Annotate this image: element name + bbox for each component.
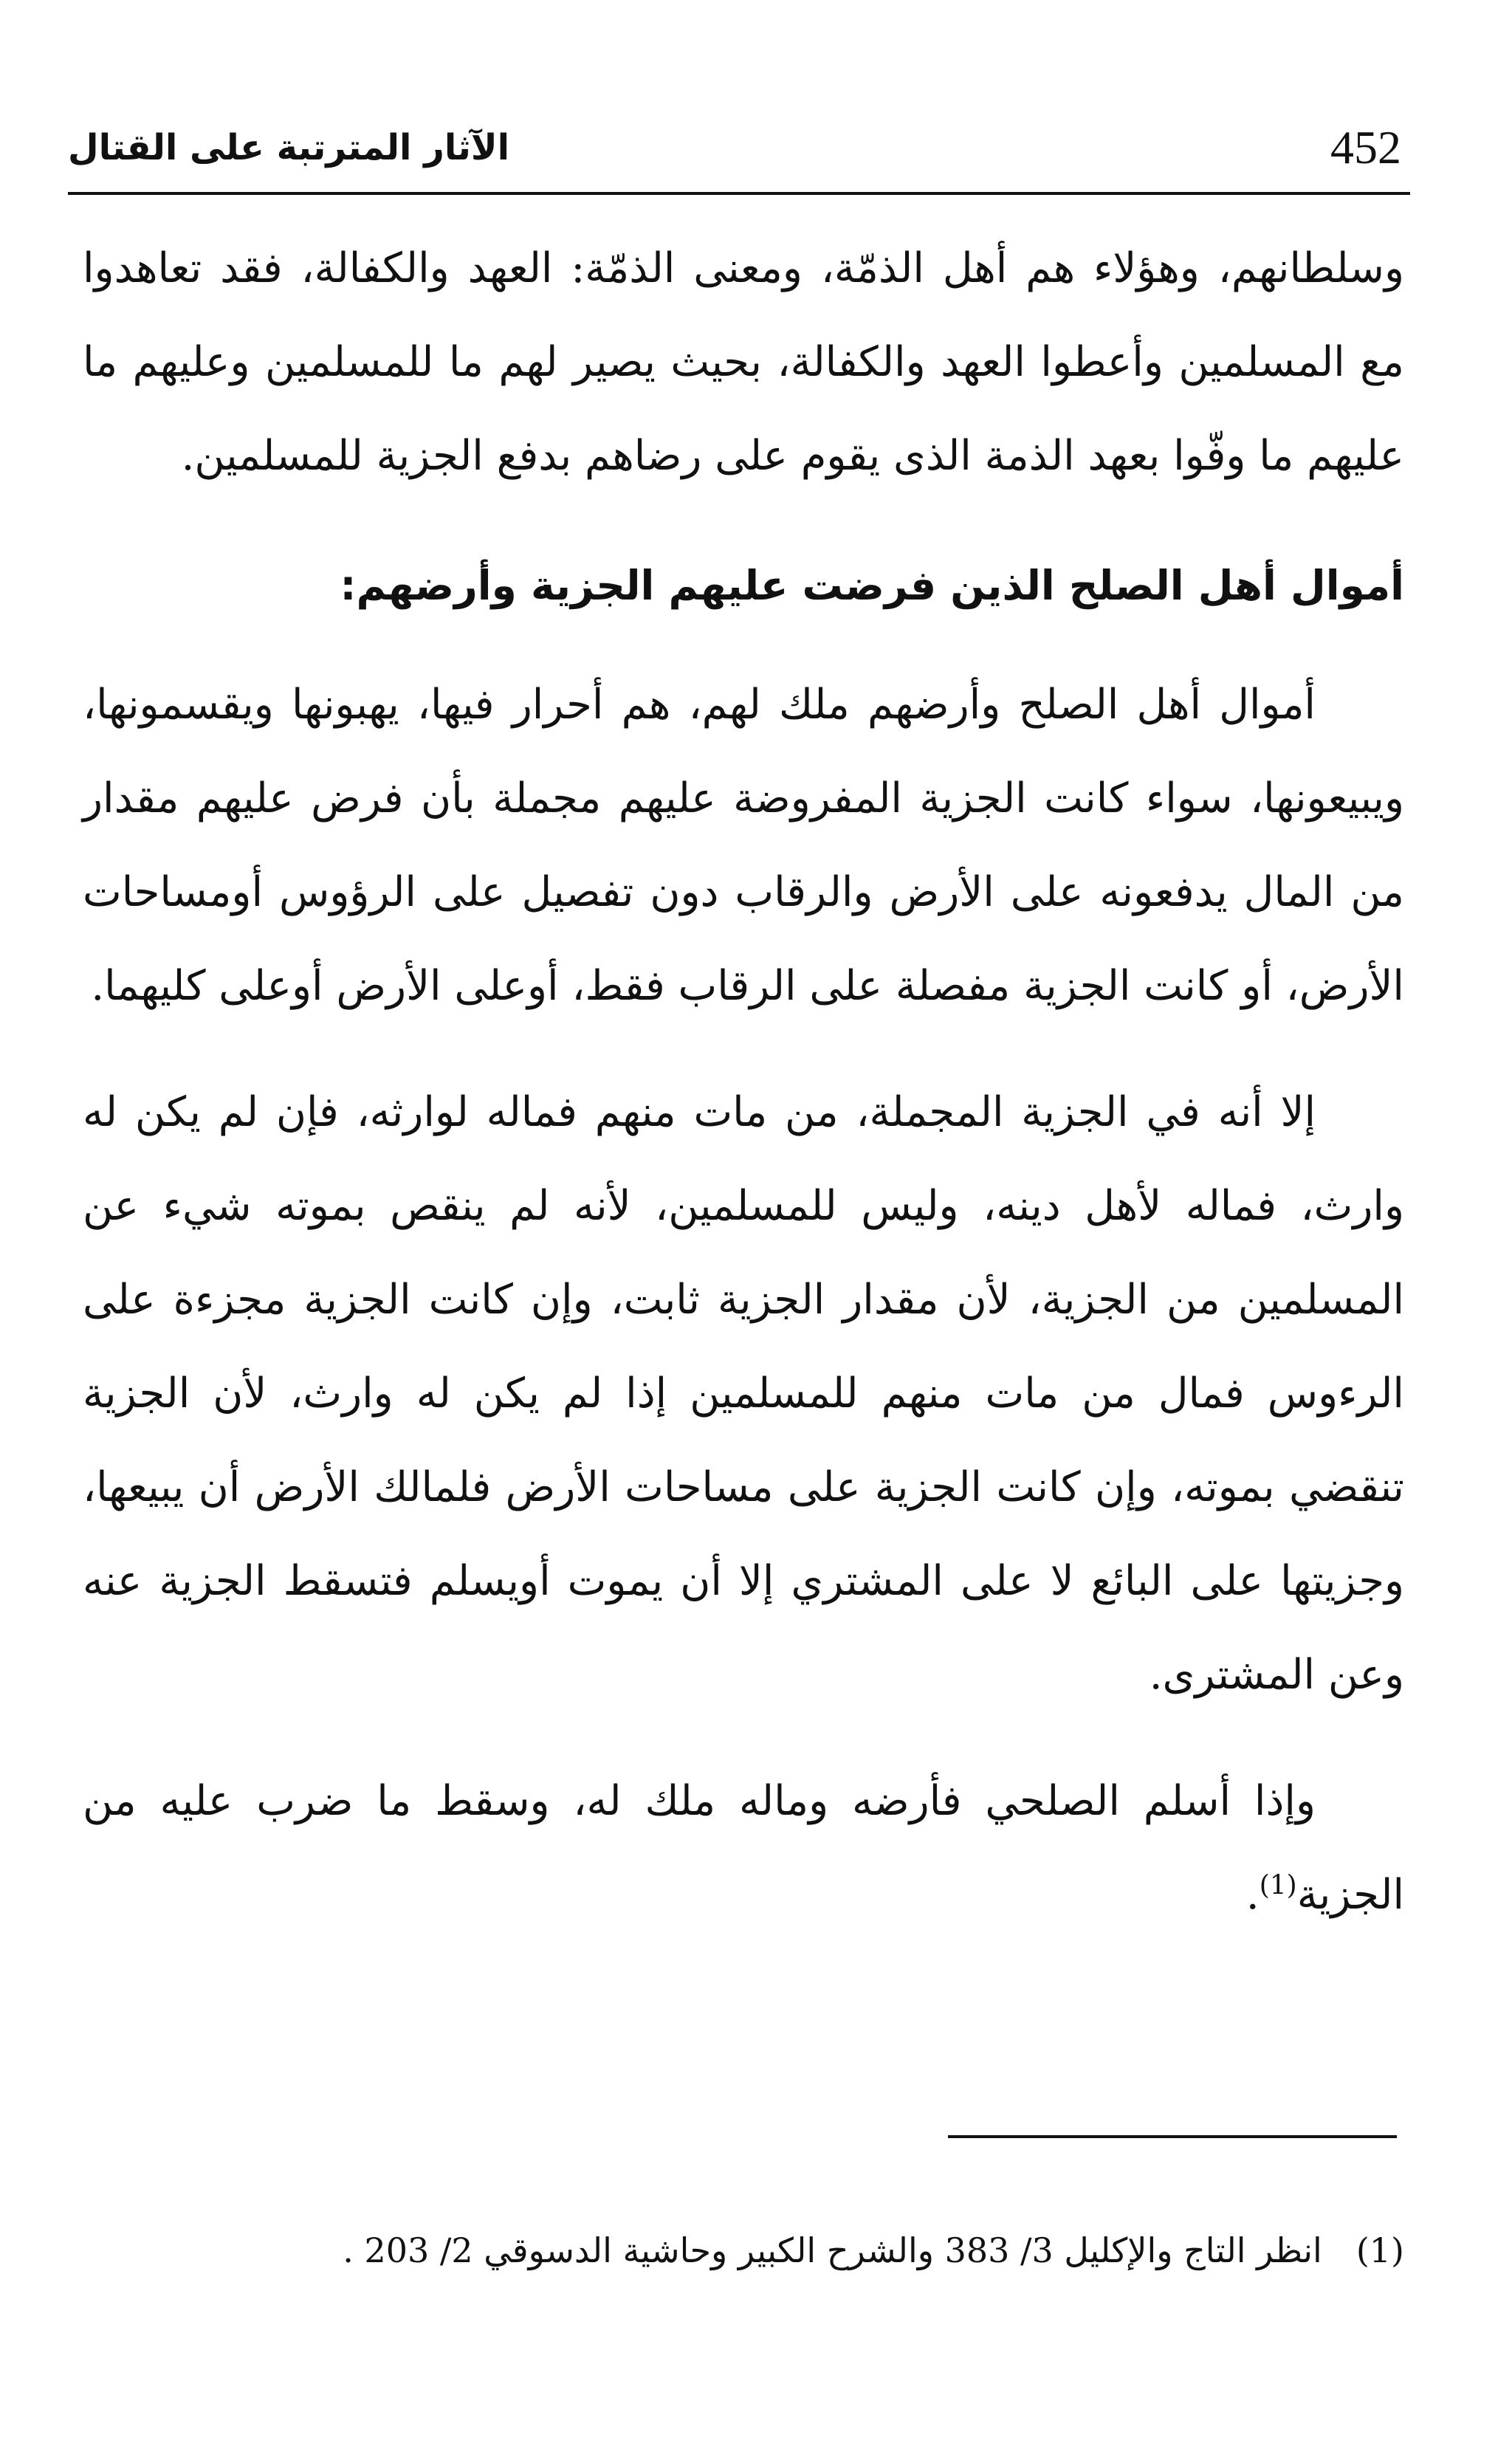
footnote-divider [948, 2135, 1397, 2138]
footnote-number: (1) [1355, 2230, 1404, 2270]
footnote-reference: (1) [1259, 1870, 1297, 1901]
paragraph-inheritance: إلا أنه في الجزية المجملة، من مات منهم فماله لوارثه، فإن لم يكن له وارث، فماله لأهل دينه، وليس للمسلمين، لأنه لم ينقص بموته شيء عن المسلمين من الجزية، لأن مقدار الجزية ثابت، وإن كانت الجزية مجزءة على الرءوس فمال من مات منهم للمسلمين إذا لم يكن له وارث، لأن الجزية تنقضي بموته، وإن كانت الجزية على مساحات الأرض فلمالك الأرض أن يبيعها، وجزيتها على البائع لا على المشتري إلا أن يموت أويسلم فتسقط الجزية عنه وعن المشترى. [83, 1088, 1404, 1699]
page-number: 452 [1330, 121, 1401, 174]
footnote [83, 2215, 1404, 2286]
page-header [68, 111, 1410, 195]
running-title: الآثار المترتبة على القتال [68, 127, 510, 168]
footnote-text: انظر التاج والإكليل 3/ 383 والشرح الكبير وحاشية الدسوقي 2/ 203 . [343, 2230, 1322, 2270]
paragraph-conversion-period: . [1245, 1871, 1260, 1919]
paragraph-conversion-text: وإذا أسلم الصلحي فأرضه وماله ملك له، وسقط ما ضرب عليه من الجزية [83, 1777, 1404, 1919]
paragraph-continuation: وسلطانهم، وهؤلاء هم أهل الذمّة، ومعنى الذمّة: العهد والكفالة، فقد تعاهدوا مع المسلمين وأعطوا العهد والكفالة، بحيث يصير لهم ما للمسلمين وعليهم ما عليهم ما وفّوا بعهد الذمة الذى يقوم على رضاهم بدفع الجزية للمسلمين. [83, 244, 1404, 480]
section-heading: أموال أهل الصلح الذين فرضت عليهم الجزية وأرضهم: [340, 562, 1404, 609]
main-text [83, 221, 1404, 1974]
paragraph-ownership: أموال أهل الصلح وأرضهم ملك لهم، هم أحرار فيها، يهبونها ويقسمونها، ويبيعونها، سواء كانت الجزية المفروضة عليهم مجملة بأن فرض عليهم مقدار من المال يدفعونه على الأرض والرقاب دون تفصيل على الرؤوس أومساحات الأرض، أو كانت الجزية مفصلة على الرقاب فقط، أوعلى الأرض أوعلى كليهما. [83, 681, 1404, 1010]
paragraph-conversion [83, 1754, 1404, 1942]
